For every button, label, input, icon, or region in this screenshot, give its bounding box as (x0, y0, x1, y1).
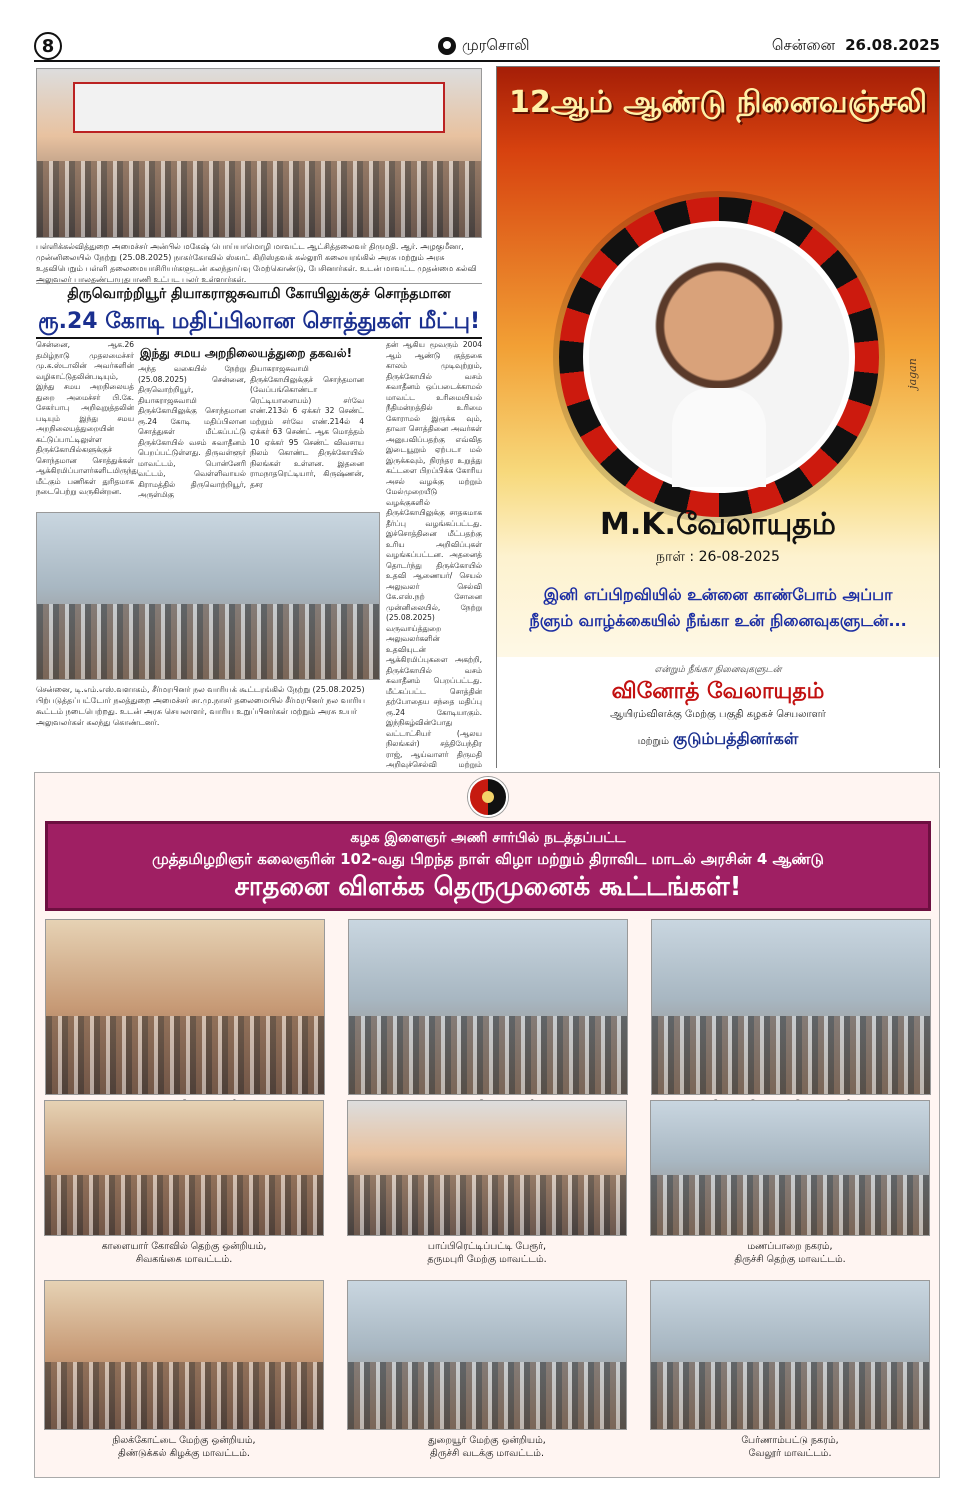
memorial-name: M.K.வேலாயுதம் (600, 507, 836, 542)
feature-banner-title: சாதனை விளக்க தெருமுனைக் கூட்டங்கள்! (234, 872, 742, 902)
news-subhead: இந்து சமய அறநிலையத்துறை தகவல்! (140, 346, 353, 360)
event-photo-4-main (44, 1100, 324, 1236)
news-photo-school-meeting (36, 68, 482, 238)
party-logo-icon (468, 777, 508, 817)
stage-banner (73, 82, 446, 132)
page-number: 8 (34, 32, 62, 60)
masthead-title: முரசொலி (462, 36, 530, 54)
event-caption-4: காளையார் கோவில் தெற்கு ஒன்றியம், சிவகங்கை மாவட்டம். (101, 1241, 267, 1265)
date: 26.08.2025 (845, 36, 940, 54)
memorial-family (497, 729, 939, 750)
event-photo-3 (651, 919, 931, 1095)
news-photo-caption: பள்ளிக்கல்வித்துறை அமைச்சர் அன்பில் மகேஷ் பொய்யாமொழி மாவட்ட ஆட்சித்தலைவர் திருமதி. ஆர். அழகுமீனா, முன்னிலையில் நேற்று (25.08.2025) நாகர்கோவில் ஸ்காட் கிறிஸ்தவக் கல்லூரி கலையரங்கில் அரசு மற்றும் அரசு உதவிபெறும் பள்ளி தலைமையாசிரியர்களுடன் கலந்தாய்வு மேற்கொண்டு, பேசினார்கள். உடன் மாவட்ட முதன்மை கல்வி அலுவலர் பாலதண்டாயுதபாணி உட்பட பலர் உள்ளார்கள். (36, 242, 477, 284)
news-column-2: அந்த வகையில் நேற்று (25.08.2025) சென்னை, திருவொற்றியூர், தியாகராஜசுவாமி திருக்கோயிலுக்கு சொந்தமான ரூ.24 கோடி மதிப்பிலான சொத்துகள் மீட்கப்பட்டு திருக்கோயில் வசம் சுவாதீனம் பெறப்பட்டுள்ளது. திருவள்ளூர் மாவட்டம், பொன்னேரி வட்டம், வெள்ளிவாயல் கிராமத்தில் திருவொற்றியூர், அருள்மிகு (138, 364, 246, 499)
news-column-4: தன் ஆகிய மூவரும் 2004 ஆம் ஆண்டு குத்தகை காலம் முடிவுற்றும், திருக்கோயில் வசம் சுவாதீனம் ஒப்படைக்காமல் மாவட்ட உரிமையியல் நீதிமன்றத்தில் உரிமை கோராமல் இருக்க வும், தாவா சொத்தினை அவர்கள் அனுபவிப்பதற்கு எவ்வித இடையூறும் ஏற்படா மல் இருக்கவும், நிரந்தர உறுத்து கட்டளை பிறப்பிக்க கோரிய அசல் வழக்கு மற்றும் மேல்முறையீடு வழக்குகளில் திருக்கோயிலுக்கு சாதகமாக தீர்ப்பு வழங்கப்பட்டது. இச்சொத்தினை மீட்பதற்கு உரிய அறிவிப்புகள் வழங்கப்பட்டன. அதனைத் தொடர்ந்து திருக்கோயில் உதவி ஆணையர்/ செயல் அலுவலர் செல்வி கே.எஸ்.நற் சோனை முன்னிலையில், நேற்று (25.08.2025) வருவாய்த்துறை அலுவலர்களின் உதவியுடன் ஆக்கிரமிப்புகளை அகற்றி, திருக்கோயில் வசம் சுவாதீனம் பெறப்பட்டது. மீட்கப்பட்ட சொத்தின் தற்போதைய சந்தை மதிப்பு ரூ.24 கோடியாகும். இந்நிகழ்வின்போது வட்டாட்சியர் (ஆலய நிலங்கள்) சத்தியேந்திர ராஜ், ஆய்வாளர் திருமதி அறிவுச்செல்வி மற்றும் (386, 340, 482, 769)
event-caption-7: நிலக்கோட்டை மேற்கு ஒன்றியம், திண்டுக்கல் கிழக்கு மாவட்டம். (112, 1435, 256, 1459)
memorial-advertisement (496, 66, 940, 768)
city: சென்னை (771, 36, 836, 54)
memorial-title: 12ஆம் ஆண்டு நினைவஞ்சலி (508, 85, 928, 120)
designer-signature: jagan (905, 358, 919, 389)
event-caption-8: துறையூர் மேற்கு ஒன்றியம், திருச்சி வடக்கு மாவட்டம். (428, 1435, 546, 1459)
news-headline: ரூ.24 கோடி மதிப்பிலான சொத்துகள் மீட்பு! (36, 305, 482, 339)
event-photo-2 (348, 919, 628, 1095)
memorial-portrait (583, 221, 855, 493)
masthead (438, 36, 530, 56)
news-kicker: திருவொற்றியூர் தியாகராஜசுவாமி கோயிலுக்குச் சொந்தமான (36, 283, 482, 304)
event-photo-6 (650, 1100, 930, 1236)
photo-people (37, 161, 481, 237)
page-header (34, 32, 940, 62)
feature-banner-line-1: கழக இளைஞர் அணி சார்பில் நடத்தப்பட்ட (350, 830, 626, 846)
memorial-family-pre: மற்றும் (637, 736, 669, 747)
memorial-from-role: ஆயிரம்விளக்கு மேற்கு பகுதி கழகச் செயலாளர் (610, 709, 826, 720)
news-column-3: தியாகராஜசுவாமி திருக்கோயிலுக்குச் சொந்தமான (வேப்பங்கொண்டா ரெட்டியாளையம்) சர்வே எண்.213ல் 6 ஏக்கர் 32 செண்ட் மற்றும் சர்வே எண்.214ல் 4 ஏக்கர் 63 செண்ட் ஆக மொத்தம் 10 ஏக்கர் 95 செண்ட் விவசாய நிலம் கொண்ட திருக்கோயில் நிலங்கள் உள்ளன. இதனை ராமநாதரெட்டியார், கிருஷ்ணன், தசர (250, 364, 364, 489)
news-photo-welfare-board (36, 512, 380, 680)
event-caption-6: மணப்பாறை நகரம், திருச்சி தெற்கு மாவட்டம். (734, 1241, 846, 1265)
event-photo-5 (347, 1100, 627, 1236)
feature-banner-line-2: முத்தமிழறிஞர் கலைஞரின் 102-வது பிறந்த நாள் விழா மற்றும் திராவிட மாடல் அரசின் 4 ஆண்டு (152, 850, 824, 868)
memorial-verse-2: நீளும் வாழ்க்கையில் நீங்கா உன் நினைவுகளுடன்... (529, 611, 907, 630)
news-photo2-caption: சென்னை, டி.எம்.எஸ்.வளாகம், சீர்மரபினர் நல வாரியக் கூட்டரங்கில் நேற்று (25.08.2025) பிற்படுத்தப்பட்டோர் நலத்துறை அமைச்சர் சா.மு.நாசர் தலைமையில் சீர்மரபினர் நல வாரிய கூட்டம் நடைபெற்றது. உடன் அரசு செயலாளர், வாரிய உறுப்பினர்கள் மற்றும் அரசு உயர் அலுவலர்கள் கலந்து கொண்டனர். (36, 685, 366, 727)
memorial-footer (497, 657, 939, 769)
memorial-family-label: குடும்பத்தினர்கள் (673, 729, 799, 748)
memorial-verse-1: இனி எப்பிறவியில் உன்னை காண்போம் அப்பா (543, 585, 893, 604)
event-caption-5: பாப்பிரெட்டிப்பட்டி பேரூர், தருமபுரி மேற்கு மாவட்டம். (427, 1241, 547, 1265)
event-caption-9: பேர்ணாம்பட்டு நகரம், வேலூர் மாவட்டம். (741, 1435, 839, 1459)
photo-people (37, 604, 379, 679)
event-photo-9 (650, 1280, 930, 1430)
feature-banner (45, 821, 931, 911)
event-photo-1 (45, 919, 325, 1095)
event-photo-7 (44, 1280, 324, 1430)
dateline (772, 36, 940, 56)
memorial-date: நாள் : 26-08-2025 (656, 549, 780, 565)
event-photo-8 (347, 1280, 627, 1430)
memorial-from-name: வினோத் வேலாயுதம் (611, 679, 825, 704)
news-column-1: சென்னை, ஆக.26 தமிழ்நாடு முதலமைச்சர் மு.க.ஸ்டாலின் அவர்களின் வழிகாட்டுதலின்படியும், இந்து சமய அறநிலையத் துறை அமைச்சர் பி.கே. சேகர்பாபு அறிவுறுத்தலின் படியும் இந்து சமய அறநிலையத்துறையின் கட்டுப்பாட்டிலுள்ள திருக்கோயில்களுக்குச் சொந்தமான சொத்துக்கள் ஆக்கிரமிப்பாளர்களிடமிருந்து மீட்கும் பணிகள் துரிதமாக நடைபெற்று வருகின்றன. (36, 340, 139, 496)
newspaper-logo-icon (438, 37, 456, 55)
memorial-footer-pre: என்றும் நீங்கா நினைவுகளுடன் (654, 665, 782, 675)
